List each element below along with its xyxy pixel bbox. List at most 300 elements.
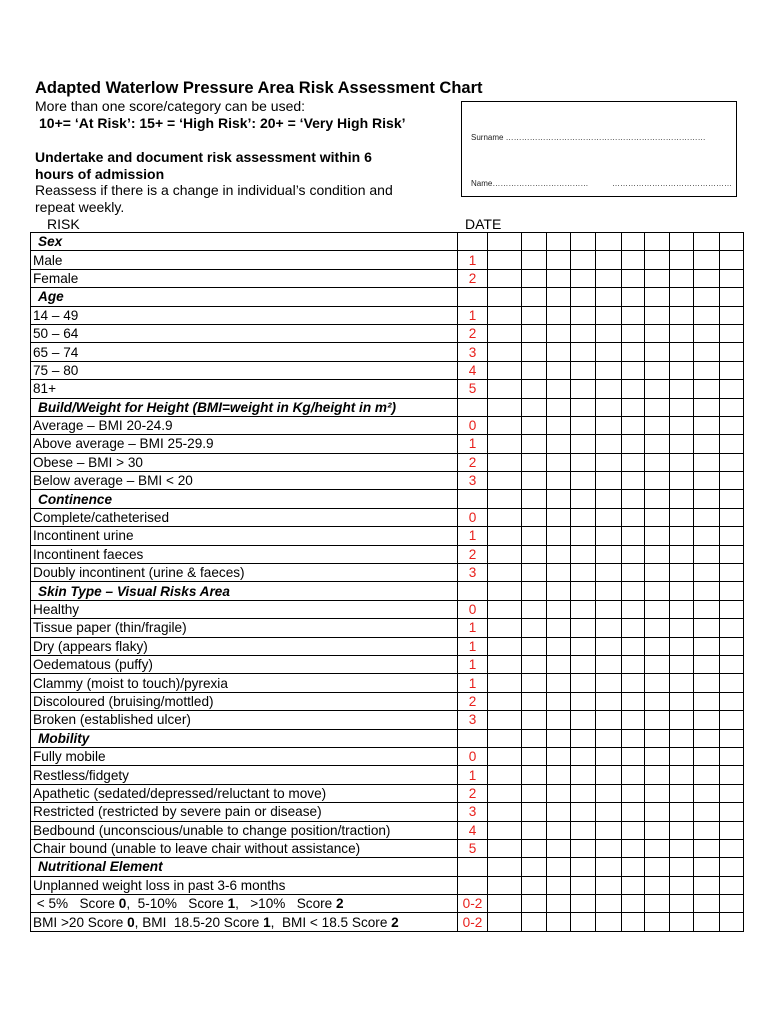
date-score-cell[interactable] <box>571 729 596 747</box>
date-score-cell[interactable] <box>571 766 596 784</box>
date-score-cell[interactable] <box>522 416 547 434</box>
date-score-cell[interactable] <box>571 490 596 508</box>
date-score-cell[interactable] <box>571 895 596 913</box>
date-score-cell[interactable] <box>488 821 522 839</box>
date-score-cell[interactable] <box>547 398 571 416</box>
date-score-cell[interactable] <box>571 453 596 471</box>
date-score-cell[interactable] <box>547 545 571 563</box>
date-score-cell[interactable] <box>645 803 670 821</box>
date-score-cell[interactable] <box>547 361 571 379</box>
date-score-cell[interactable] <box>694 490 720 508</box>
date-score-cell[interactable] <box>571 398 596 416</box>
date-score-cell[interactable] <box>571 527 596 545</box>
date-score-cell[interactable] <box>522 747 547 765</box>
date-score-cell[interactable] <box>694 472 720 490</box>
date-score-cell[interactable] <box>622 343 645 361</box>
date-score-cell[interactable] <box>547 269 571 287</box>
date-score-cell[interactable] <box>645 582 670 600</box>
date-score-cell[interactable] <box>488 858 522 876</box>
date-score-cell[interactable] <box>720 545 744 563</box>
date-score-cell[interactable] <box>571 269 596 287</box>
date-score-cell[interactable] <box>522 876 547 894</box>
date-score-cell[interactable] <box>720 380 744 398</box>
date-score-cell[interactable] <box>488 876 522 894</box>
date-score-cell[interactable] <box>670 398 694 416</box>
date-score-cell[interactable] <box>694 784 720 802</box>
date-score-cell[interactable] <box>670 674 694 692</box>
date-score-cell[interactable] <box>547 324 571 342</box>
date-score-cell[interactable] <box>571 306 596 324</box>
date-score-cell[interactable] <box>571 288 596 306</box>
date-score-cell[interactable] <box>488 361 522 379</box>
date-score-cell[interactable] <box>547 453 571 471</box>
date-score-cell[interactable] <box>522 839 547 857</box>
date-score-cell[interactable] <box>670 858 694 876</box>
date-score-cell[interactable] <box>547 674 571 692</box>
date-score-cell[interactable] <box>645 435 670 453</box>
date-score-cell[interactable] <box>720 251 744 269</box>
date-score-cell[interactable] <box>720 747 744 765</box>
date-score-cell[interactable] <box>522 233 547 251</box>
date-score-cell[interactable] <box>522 858 547 876</box>
date-score-cell[interactable] <box>694 398 720 416</box>
date-score-cell[interactable] <box>547 343 571 361</box>
date-score-cell[interactable] <box>547 619 571 637</box>
date-score-cell[interactable] <box>488 564 522 582</box>
date-score-cell[interactable] <box>645 453 670 471</box>
date-score-cell[interactable] <box>622 729 645 747</box>
date-score-cell[interactable] <box>622 876 645 894</box>
date-score-cell[interactable] <box>622 821 645 839</box>
date-score-cell[interactable] <box>720 821 744 839</box>
date-score-cell[interactable] <box>720 858 744 876</box>
date-score-cell[interactable] <box>571 343 596 361</box>
date-score-cell[interactable] <box>694 527 720 545</box>
date-score-cell[interactable] <box>596 490 622 508</box>
date-score-cell[interactable] <box>720 803 744 821</box>
date-score-cell[interactable] <box>547 251 571 269</box>
date-score-cell[interactable] <box>622 453 645 471</box>
date-score-cell[interactable] <box>488 508 522 526</box>
date-score-cell[interactable] <box>670 747 694 765</box>
date-score-cell[interactable] <box>694 619 720 637</box>
date-score-cell[interactable] <box>571 711 596 729</box>
date-score-cell[interactable] <box>571 324 596 342</box>
date-score-cell[interactable] <box>694 692 720 710</box>
date-score-cell[interactable] <box>670 472 694 490</box>
date-score-cell[interactable] <box>694 600 720 618</box>
date-score-cell[interactable] <box>547 655 571 673</box>
date-score-cell[interactable] <box>622 564 645 582</box>
date-score-cell[interactable] <box>645 490 670 508</box>
date-score-cell[interactable] <box>488 490 522 508</box>
date-score-cell[interactable] <box>522 913 547 931</box>
date-score-cell[interactable] <box>720 692 744 710</box>
date-score-cell[interactable] <box>720 416 744 434</box>
date-score-cell[interactable] <box>596 839 622 857</box>
date-score-cell[interactable] <box>645 655 670 673</box>
date-score-cell[interactable] <box>645 766 670 784</box>
date-score-cell[interactable] <box>596 637 622 655</box>
date-score-cell[interactable] <box>645 876 670 894</box>
date-score-cell[interactable] <box>547 766 571 784</box>
date-score-cell[interactable] <box>694 416 720 434</box>
date-score-cell[interactable] <box>547 858 571 876</box>
date-score-cell[interactable] <box>694 729 720 747</box>
date-score-cell[interactable] <box>694 895 720 913</box>
date-score-cell[interactable] <box>720 729 744 747</box>
date-score-cell[interactable] <box>645 692 670 710</box>
date-score-cell[interactable] <box>670 564 694 582</box>
date-score-cell[interactable] <box>522 821 547 839</box>
date-score-cell[interactable] <box>670 527 694 545</box>
date-score-cell[interactable] <box>622 637 645 655</box>
date-score-cell[interactable] <box>670 508 694 526</box>
date-score-cell[interactable] <box>488 655 522 673</box>
date-score-cell[interactable] <box>694 803 720 821</box>
date-score-cell[interactable] <box>596 288 622 306</box>
date-score-cell[interactable] <box>670 821 694 839</box>
date-score-cell[interactable] <box>720 839 744 857</box>
date-score-cell[interactable] <box>645 380 670 398</box>
date-score-cell[interactable] <box>488 545 522 563</box>
date-score-cell[interactable] <box>596 582 622 600</box>
date-score-cell[interactable] <box>670 269 694 287</box>
date-score-cell[interactable] <box>694 343 720 361</box>
date-score-cell[interactable] <box>622 674 645 692</box>
date-score-cell[interactable] <box>488 619 522 637</box>
date-score-cell[interactable] <box>622 435 645 453</box>
date-score-cell[interactable] <box>694 711 720 729</box>
date-score-cell[interactable] <box>622 784 645 802</box>
date-score-cell[interactable] <box>547 637 571 655</box>
date-score-cell[interactable] <box>670 895 694 913</box>
date-score-cell[interactable] <box>488 729 522 747</box>
date-score-cell[interactable] <box>596 711 622 729</box>
date-score-cell[interactable] <box>571 784 596 802</box>
date-score-cell[interactable] <box>694 435 720 453</box>
date-score-cell[interactable] <box>571 600 596 618</box>
date-score-cell[interactable] <box>645 729 670 747</box>
date-score-cell[interactable] <box>571 361 596 379</box>
date-score-cell[interactable] <box>522 564 547 582</box>
date-score-cell[interactable] <box>596 766 622 784</box>
date-score-cell[interactable] <box>522 600 547 618</box>
date-score-cell[interactable] <box>571 803 596 821</box>
date-score-cell[interactable] <box>488 913 522 931</box>
date-score-cell[interactable] <box>596 269 622 287</box>
date-score-cell[interactable] <box>694 380 720 398</box>
date-score-cell[interactable] <box>645 343 670 361</box>
date-score-cell[interactable] <box>670 876 694 894</box>
date-score-cell[interactable] <box>488 416 522 434</box>
date-score-cell[interactable] <box>622 233 645 251</box>
date-score-cell[interactable] <box>720 655 744 673</box>
date-score-cell[interactable] <box>596 324 622 342</box>
date-score-cell[interactable] <box>571 747 596 765</box>
date-score-cell[interactable] <box>694 545 720 563</box>
date-score-cell[interactable] <box>547 435 571 453</box>
date-score-cell[interactable] <box>622 324 645 342</box>
date-score-cell[interactable] <box>670 619 694 637</box>
date-score-cell[interactable] <box>547 711 571 729</box>
date-score-cell[interactable] <box>488 269 522 287</box>
date-score-cell[interactable] <box>522 251 547 269</box>
date-score-cell[interactable] <box>488 895 522 913</box>
date-score-cell[interactable] <box>488 527 522 545</box>
date-score-cell[interactable] <box>571 821 596 839</box>
date-score-cell[interactable] <box>645 269 670 287</box>
date-score-cell[interactable] <box>571 619 596 637</box>
date-score-cell[interactable] <box>488 453 522 471</box>
date-score-cell[interactable] <box>596 380 622 398</box>
date-score-cell[interactable] <box>571 472 596 490</box>
date-score-cell[interactable] <box>488 692 522 710</box>
date-score-cell[interactable] <box>622 288 645 306</box>
name-extra-field[interactable]: ……………………………………… <box>612 179 732 188</box>
date-score-cell[interactable] <box>670 306 694 324</box>
date-score-cell[interactable] <box>622 747 645 765</box>
date-score-cell[interactable] <box>547 600 571 618</box>
date-score-cell[interactable] <box>596 821 622 839</box>
date-score-cell[interactable] <box>488 839 522 857</box>
date-score-cell[interactable] <box>547 564 571 582</box>
date-score-cell[interactable] <box>596 858 622 876</box>
date-score-cell[interactable] <box>670 711 694 729</box>
date-score-cell[interactable] <box>522 655 547 673</box>
date-score-cell[interactable] <box>670 380 694 398</box>
date-score-cell[interactable] <box>571 251 596 269</box>
date-score-cell[interactable] <box>522 288 547 306</box>
date-score-cell[interactable] <box>596 895 622 913</box>
date-score-cell[interactable] <box>645 306 670 324</box>
date-score-cell[interactable] <box>670 288 694 306</box>
date-score-cell[interactable] <box>720 490 744 508</box>
date-score-cell[interactable] <box>670 582 694 600</box>
date-score-cell[interactable] <box>522 306 547 324</box>
date-score-cell[interactable] <box>694 674 720 692</box>
date-score-cell[interactable] <box>670 545 694 563</box>
date-score-cell[interactable] <box>670 803 694 821</box>
date-score-cell[interactable] <box>694 269 720 287</box>
date-score-cell[interactable] <box>522 508 547 526</box>
date-score-cell[interactable] <box>622 619 645 637</box>
date-score-cell[interactable] <box>622 380 645 398</box>
date-score-cell[interactable] <box>522 490 547 508</box>
date-score-cell[interactable] <box>645 637 670 655</box>
date-score-cell[interactable] <box>720 508 744 526</box>
date-score-cell[interactable] <box>694 453 720 471</box>
date-score-cell[interactable] <box>694 582 720 600</box>
date-score-cell[interactable] <box>694 324 720 342</box>
date-score-cell[interactable] <box>571 692 596 710</box>
date-score-cell[interactable] <box>547 306 571 324</box>
date-score-cell[interactable] <box>522 398 547 416</box>
date-score-cell[interactable] <box>670 251 694 269</box>
date-score-cell[interactable] <box>670 343 694 361</box>
date-score-cell[interactable] <box>522 803 547 821</box>
date-score-cell[interactable] <box>522 435 547 453</box>
date-score-cell[interactable] <box>622 600 645 618</box>
date-score-cell[interactable] <box>645 674 670 692</box>
date-score-cell[interactable] <box>596 343 622 361</box>
date-score-cell[interactable] <box>488 306 522 324</box>
date-score-cell[interactable] <box>645 784 670 802</box>
date-score-cell[interactable] <box>571 233 596 251</box>
date-score-cell[interactable] <box>622 692 645 710</box>
date-score-cell[interactable] <box>622 711 645 729</box>
date-score-cell[interactable] <box>622 490 645 508</box>
date-score-cell[interactable] <box>645 398 670 416</box>
date-score-cell[interactable] <box>645 545 670 563</box>
date-score-cell[interactable] <box>645 288 670 306</box>
date-score-cell[interactable] <box>670 490 694 508</box>
date-score-cell[interactable] <box>720 527 744 545</box>
date-score-cell[interactable] <box>670 839 694 857</box>
date-score-cell[interactable] <box>522 361 547 379</box>
date-score-cell[interactable] <box>596 784 622 802</box>
date-score-cell[interactable] <box>522 895 547 913</box>
date-score-cell[interactable] <box>670 766 694 784</box>
date-score-cell[interactable] <box>522 269 547 287</box>
date-score-cell[interactable] <box>547 895 571 913</box>
date-score-cell[interactable] <box>547 876 571 894</box>
date-score-cell[interactable] <box>622 306 645 324</box>
date-score-cell[interactable] <box>720 398 744 416</box>
date-score-cell[interactable] <box>622 251 645 269</box>
date-score-cell[interactable] <box>488 435 522 453</box>
date-score-cell[interactable] <box>596 233 622 251</box>
date-score-cell[interactable] <box>645 839 670 857</box>
date-score-cell[interactable] <box>622 416 645 434</box>
date-score-cell[interactable] <box>670 913 694 931</box>
date-score-cell[interactable] <box>547 747 571 765</box>
date-score-cell[interactable] <box>571 655 596 673</box>
date-score-cell[interactable] <box>596 435 622 453</box>
date-score-cell[interactable] <box>547 913 571 931</box>
date-score-cell[interactable] <box>670 361 694 379</box>
date-score-cell[interactable] <box>720 876 744 894</box>
date-score-cell[interactable] <box>596 416 622 434</box>
date-score-cell[interactable] <box>547 582 571 600</box>
date-score-cell[interactable] <box>645 416 670 434</box>
date-score-cell[interactable] <box>720 564 744 582</box>
date-score-cell[interactable] <box>596 472 622 490</box>
date-score-cell[interactable] <box>670 655 694 673</box>
date-score-cell[interactable] <box>670 453 694 471</box>
date-score-cell[interactable] <box>645 858 670 876</box>
date-score-cell[interactable] <box>622 839 645 857</box>
date-score-cell[interactable] <box>694 655 720 673</box>
date-score-cell[interactable] <box>522 619 547 637</box>
date-score-cell[interactable] <box>720 453 744 471</box>
date-score-cell[interactable] <box>645 361 670 379</box>
date-score-cell[interactable] <box>694 564 720 582</box>
date-score-cell[interactable] <box>547 490 571 508</box>
date-score-cell[interactable] <box>670 324 694 342</box>
date-score-cell[interactable] <box>488 380 522 398</box>
date-score-cell[interactable] <box>571 380 596 398</box>
date-score-cell[interactable] <box>596 251 622 269</box>
date-score-cell[interactable] <box>720 913 744 931</box>
date-score-cell[interactable] <box>522 472 547 490</box>
date-score-cell[interactable] <box>720 582 744 600</box>
date-score-cell[interactable] <box>596 361 622 379</box>
date-score-cell[interactable] <box>694 637 720 655</box>
date-score-cell[interactable] <box>694 288 720 306</box>
date-score-cell[interactable] <box>547 803 571 821</box>
name-field[interactable]: Name……………………………… <box>471 179 589 188</box>
date-score-cell[interactable] <box>645 895 670 913</box>
date-score-cell[interactable] <box>571 508 596 526</box>
date-score-cell[interactable] <box>522 692 547 710</box>
date-score-cell[interactable] <box>670 729 694 747</box>
date-score-cell[interactable] <box>547 380 571 398</box>
date-score-cell[interactable] <box>720 269 744 287</box>
date-score-cell[interactable] <box>571 637 596 655</box>
date-score-cell[interactable] <box>694 913 720 931</box>
date-score-cell[interactable] <box>522 766 547 784</box>
date-score-cell[interactable] <box>488 747 522 765</box>
date-score-cell[interactable] <box>720 674 744 692</box>
date-score-cell[interactable] <box>571 674 596 692</box>
date-score-cell[interactable] <box>547 472 571 490</box>
date-score-cell[interactable] <box>645 619 670 637</box>
date-score-cell[interactable] <box>645 747 670 765</box>
date-score-cell[interactable] <box>571 582 596 600</box>
date-score-cell[interactable] <box>488 711 522 729</box>
date-score-cell[interactable] <box>488 637 522 655</box>
date-score-cell[interactable] <box>670 435 694 453</box>
date-score-cell[interactable] <box>720 619 744 637</box>
date-score-cell[interactable] <box>645 251 670 269</box>
date-score-cell[interactable] <box>670 692 694 710</box>
date-score-cell[interactable] <box>596 692 622 710</box>
date-score-cell[interactable] <box>645 324 670 342</box>
date-score-cell[interactable] <box>488 251 522 269</box>
date-score-cell[interactable] <box>571 913 596 931</box>
date-score-cell[interactable] <box>547 692 571 710</box>
date-score-cell[interactable] <box>720 435 744 453</box>
date-score-cell[interactable] <box>488 324 522 342</box>
date-score-cell[interactable] <box>720 361 744 379</box>
date-score-cell[interactable] <box>670 784 694 802</box>
date-score-cell[interactable] <box>670 233 694 251</box>
date-score-cell[interactable] <box>571 416 596 434</box>
date-score-cell[interactable] <box>488 582 522 600</box>
date-score-cell[interactable] <box>622 655 645 673</box>
date-score-cell[interactable] <box>522 711 547 729</box>
date-score-cell[interactable] <box>547 839 571 857</box>
date-score-cell[interactable] <box>622 361 645 379</box>
date-score-cell[interactable] <box>622 582 645 600</box>
date-score-cell[interactable] <box>720 895 744 913</box>
date-score-cell[interactable] <box>694 306 720 324</box>
date-score-cell[interactable] <box>622 858 645 876</box>
date-score-cell[interactable] <box>720 637 744 655</box>
date-score-cell[interactable] <box>571 858 596 876</box>
date-score-cell[interactable] <box>571 435 596 453</box>
date-score-cell[interactable] <box>720 343 744 361</box>
date-score-cell[interactable] <box>547 784 571 802</box>
date-score-cell[interactable] <box>622 527 645 545</box>
date-score-cell[interactable] <box>645 564 670 582</box>
date-score-cell[interactable] <box>720 766 744 784</box>
date-score-cell[interactable] <box>522 582 547 600</box>
date-score-cell[interactable] <box>596 803 622 821</box>
date-score-cell[interactable] <box>522 545 547 563</box>
date-score-cell[interactable] <box>571 545 596 563</box>
